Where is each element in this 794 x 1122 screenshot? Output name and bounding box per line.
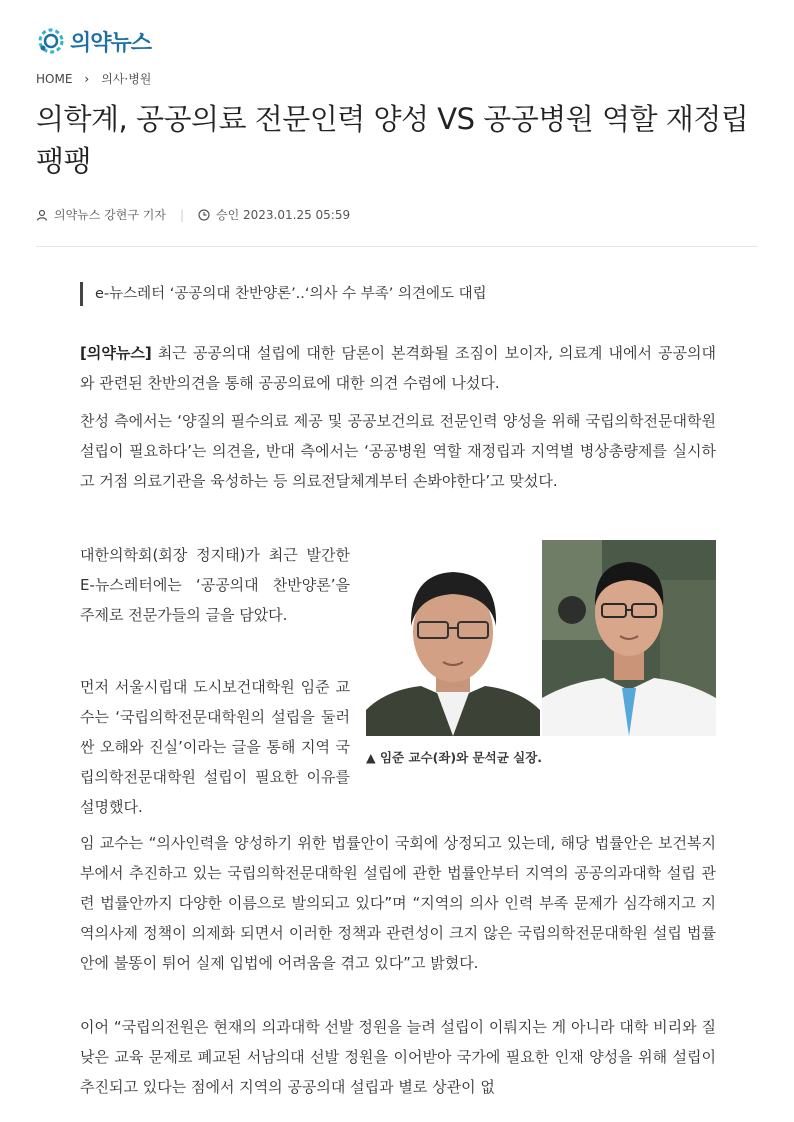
article-paragraph-2: 찬성 측에서는 ‘양질의 필수의료 제공 및 공공보건의료 전문인력 양성을 위해 국립의학전문대학원 설립이 필요하다’는 의견을, 반대 측에서는 ‘공공병원 역할 재정립과 지역별 병상총량제를 실시하고 거점 의료기관을 육성하는 등 의료전달체계부터 손봐야한다’고 맞섰다. — [80, 412, 716, 490]
article-subhead: e-뉴스레터 ‘공공의대 찬반양론’..‘의사 수 부족’ 의견에도 대립 — [80, 282, 487, 306]
article-paragraph-6: 이어 “국립의전원은 현재의 의과대학 선발 정원을 늘려 설립이 이뤄지는 게 아니라 대학 비리와 질 낮은 교육 문제로 폐교된 서남의대 선발 정원을 이어받아 국가에 필요한 인재 양성을 위해 설립이 추진되고 있다는 점에서 지역의 공공의대 설립과 별로 상관이 없 — [80, 1018, 716, 1096]
logo-text: 의약뉴스 — [70, 30, 152, 56]
breadcrumb-category[interactable]: 의사·병원 — [101, 72, 152, 86]
paragraph-1-text: 최근 공공의대 설립에 대한 담론이 본격화될 조짐이 보이자, 의료계 내에서 공공의대와 관련된 찬반의견을 통해 공공의료에 대한 의견 수렴에 나섰다. — [80, 344, 716, 392]
article-paragraph-5: 임 교수는 “의사인력을 양성하기 위한 법률안이 국회에 상정되고 있는데, 해당 법률안은 보건복지부에서 추진하고 있는 국립의학전문대학원 설립에 관한 법률안부터 지역의 공공의과대학 설립 관련 법률안까지 다양한 이름으로 발의되고 있다”며 “지역의 의사 인력 부족 문제가 심각해지고 지역의사제 정책이 의제화 되면서 이러한 정책과 관련성이 크지 않은 국립의학전문대학원 설립 법률안에 불똥이 튀어 실제 입법에 어려움을 겪고 있다”고 밝혔다. — [80, 834, 716, 972]
article-title — [36, 98, 766, 182]
article-paragraph-1 — [80, 338, 716, 398]
clock-icon — [198, 209, 210, 221]
author-name: 의약뉴스 강현구 기자 — [54, 208, 166, 222]
site-logo[interactable] — [36, 26, 151, 56]
breadcrumb-home[interactable]: HOME — [36, 71, 73, 86]
article-title-line1: 의학계, 공공의료 전문인력 양성 VS 공공병원 역할 재정립 — [36, 102, 749, 136]
logo-icon — [36, 26, 66, 56]
breadcrumb — [36, 70, 151, 87]
chevron-right-icon: › — [84, 71, 90, 86]
source-tag: [의약뉴스] — [80, 344, 152, 362]
meta-divider: | — [179, 207, 185, 222]
article-paragraph-3: 대한의학회(회장 정지태)가 최근 발간한 E-뉴스레터에는 ‘공공의대 찬반양론’을 주제로 전문가들의 글을 담았다. — [80, 546, 350, 624]
article-paragraph-4: 먼저 서울시립대 도시보건대학원 임준 교수는 ‘국립의학전문대학원의 설립을 둘러싼 오해와 진실’이라는 글을 통해 지역 국립의학전문대학원 설립이 필요한 이유를 설명했다. — [80, 678, 350, 816]
photo-professor-left — [366, 540, 540, 736]
article-title-line2: 팽팽 — [36, 144, 92, 178]
article-meta — [36, 206, 350, 223]
photo-caption: ▲ 임준 교수(좌)와 문석균 실장. — [366, 750, 543, 765]
header-divider — [36, 246, 758, 247]
photo-director-right — [542, 540, 716, 736]
user-icon — [36, 209, 48, 221]
publish-date: 승인 2023.01.25 05:59 — [216, 208, 351, 222]
